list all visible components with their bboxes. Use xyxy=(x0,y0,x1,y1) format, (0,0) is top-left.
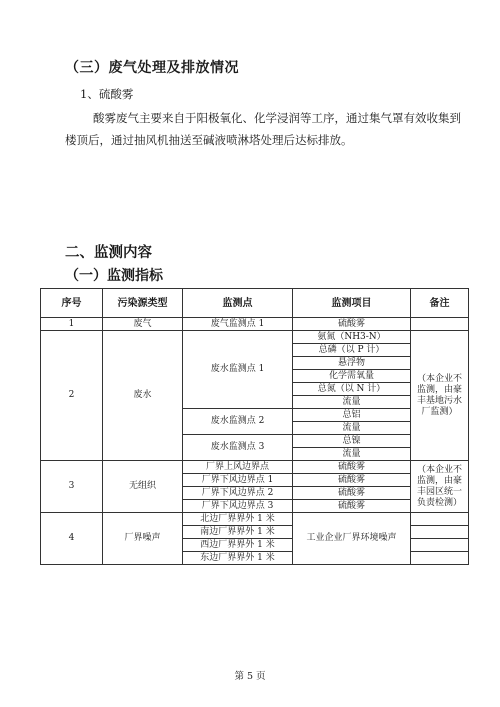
monitoring-indicators-title: （一）监测指标 xyxy=(65,268,163,284)
cell-point: 废水监测点 2 xyxy=(183,409,293,435)
cell-type: 无组织 xyxy=(103,461,183,513)
header-type: 污染源类型 xyxy=(103,289,183,318)
section-2-title: 二、监测内容 xyxy=(65,245,152,261)
cell-point: 南边厂界界外 1 米 xyxy=(183,526,293,539)
cell-seq: 2 xyxy=(41,331,103,461)
cell-point: 西边厂界界外 1 米 xyxy=(183,539,293,552)
cell-item: 悬浮物 xyxy=(293,357,411,370)
cell-item: 总磷（以 P 计） xyxy=(293,344,411,357)
cell-point: 废水监测点 1 xyxy=(183,331,293,409)
header-note: 备注 xyxy=(411,289,469,318)
cell-item: 硫酸雾 xyxy=(293,487,411,500)
cell-item: 工业企业厂界环境噪声 xyxy=(293,513,411,565)
cell-note: （本企业不监测，由豪丰园区统一负责检测） xyxy=(411,461,469,513)
cell-type: 废水 xyxy=(103,331,183,461)
cell-item: 氨氮（NH3-N） xyxy=(293,331,411,344)
section-3-title: （三）废气处理及排放情况 xyxy=(65,60,239,76)
header-item: 监测项目 xyxy=(293,289,411,318)
cell-note xyxy=(411,539,469,552)
cell-item: 总氮（以 N 计） xyxy=(293,383,411,396)
cell-note: （本企业不监测，由豪丰基地污水厂监测） xyxy=(411,331,469,461)
cell-note xyxy=(411,552,469,565)
cell-point: 东边厂界界外 1 米 xyxy=(183,552,293,565)
page-number: 第 5 页 xyxy=(234,671,266,682)
monitoring-table xyxy=(40,288,469,565)
cell-item: 流量 xyxy=(293,396,411,409)
table-row xyxy=(41,318,469,331)
body-paragraph: 酸雾废气主要来自于阳极氧化、化学浸润等工序，通过集气罩有效收集到楼顶后，通过抽风机抽送至碱液喷淋塔处理后达标排放。 xyxy=(65,111,461,147)
cell-item: 流量 xyxy=(293,422,411,435)
cell-item: 硫酸雾 xyxy=(293,474,411,487)
cell-item: 化学需氧量 xyxy=(293,370,411,383)
cell-item: 总镍 xyxy=(293,435,411,448)
cell-item: 总铝 xyxy=(293,409,411,422)
cell-item: 流量 xyxy=(293,448,411,461)
header-seq: 序号 xyxy=(41,289,103,318)
cell-item: 硫酸雾 xyxy=(293,500,411,513)
cell-type: 厂界噪声 xyxy=(103,513,183,565)
cell-type: 废气 xyxy=(103,318,183,331)
cell-point: 废气监测点 1 xyxy=(183,318,293,331)
cell-seq: 1 xyxy=(41,318,103,331)
cell-point: 厂界上风边界点 xyxy=(183,461,293,474)
cell-item: 硫酸雾 xyxy=(293,318,411,331)
cell-item: 硫酸雾 xyxy=(293,461,411,474)
cell-point: 厂界下风边界点 2 xyxy=(183,487,293,500)
table-row xyxy=(41,461,469,474)
cell-point: 北边厂界界外 1 米 xyxy=(183,513,293,526)
table-header-row xyxy=(41,289,469,318)
table-row xyxy=(41,513,469,526)
table-row xyxy=(41,331,469,344)
header-point: 监测点 xyxy=(183,289,293,318)
cell-note xyxy=(411,513,469,526)
cell-note xyxy=(411,318,469,331)
cell-point: 厂界下风边界点 3 xyxy=(183,500,293,513)
cell-note xyxy=(411,526,469,539)
cell-seq: 3 xyxy=(41,461,103,513)
cell-point: 厂界下风边界点 1 xyxy=(183,474,293,487)
cell-seq: 4 xyxy=(41,513,103,565)
subsection-1-title: 1、硫酸雾 xyxy=(80,87,134,101)
cell-point: 废水监测点 3 xyxy=(183,435,293,461)
